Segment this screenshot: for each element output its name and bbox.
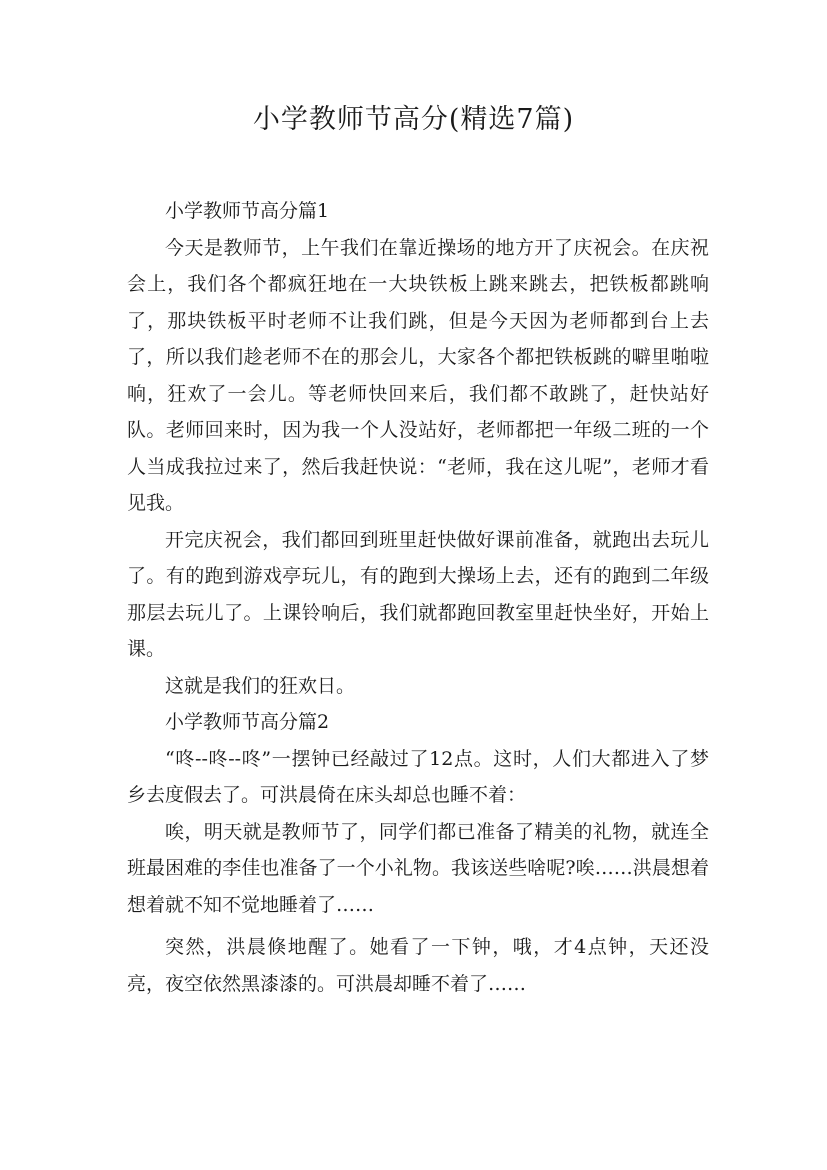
document-body <box>127 193 709 1002</box>
paragraph: “咚--咚--咚”一摆钟已经敲过了12点。这时，人们大都进入了梦乡去度假去了。可洪晨倚在床头却总也睡不着： <box>127 747 709 806</box>
paragraph: 突然，洪晨倏地醒了。她看了一下钟，哦，才4点钟，天还没亮，夜空依然黑漆漆的。可洪晨却睡不着了…… <box>127 936 709 995</box>
paragraph: 今天是教师节，上午我们在靠近操场的地方开了庆祝会。在庆祝会上，我们各个都疯狂地在一大块铁板上跳来跳去，把铁板都跳响了，那块铁板平时老师不让我们跳，但是今天因为老师都到台上去了，所以我们趁老师不在的那会儿，大家各个都把铁板跳的噼里啪啦响，狂欢了一会儿。等老师快回来后，我们都不敢跳了，赶快站好队。老师回来时，因为我一个人没站好，老师都把一年级二班的一个人当成我拉过来了，然后我赶快说：“老师，我在这儿呢”，老师才看见我。 <box>127 236 709 514</box>
section-heading-1: 小学教师节高分篇1 <box>165 200 330 222</box>
section-heading-2: 小学教师节高分篇2 <box>165 711 330 733</box>
document-title: 小学教师节高分(精选7篇) <box>252 104 575 135</box>
paragraph: 开完庆祝会，我们都回到班里赶快做好课前准备，就跑出去玩儿了。有的跑到游戏亭玩儿，有的跑到大操场上去，还有的跑到二年级那层去玩儿了。上课铃响后，我们就都跑回教室里赶快坐好，开始上课。 <box>127 528 709 660</box>
paragraph: 这就是我们的狂欢日。 <box>165 674 356 697</box>
paragraph: 唉，明天就是教师节了，同学们都已准备了精美的礼物，就连全班最困难的李佳也准备了一个小礼物。我该送些啥呢?唉……洪晨想着想着就不知不觉地睡着了…… <box>127 820 709 916</box>
